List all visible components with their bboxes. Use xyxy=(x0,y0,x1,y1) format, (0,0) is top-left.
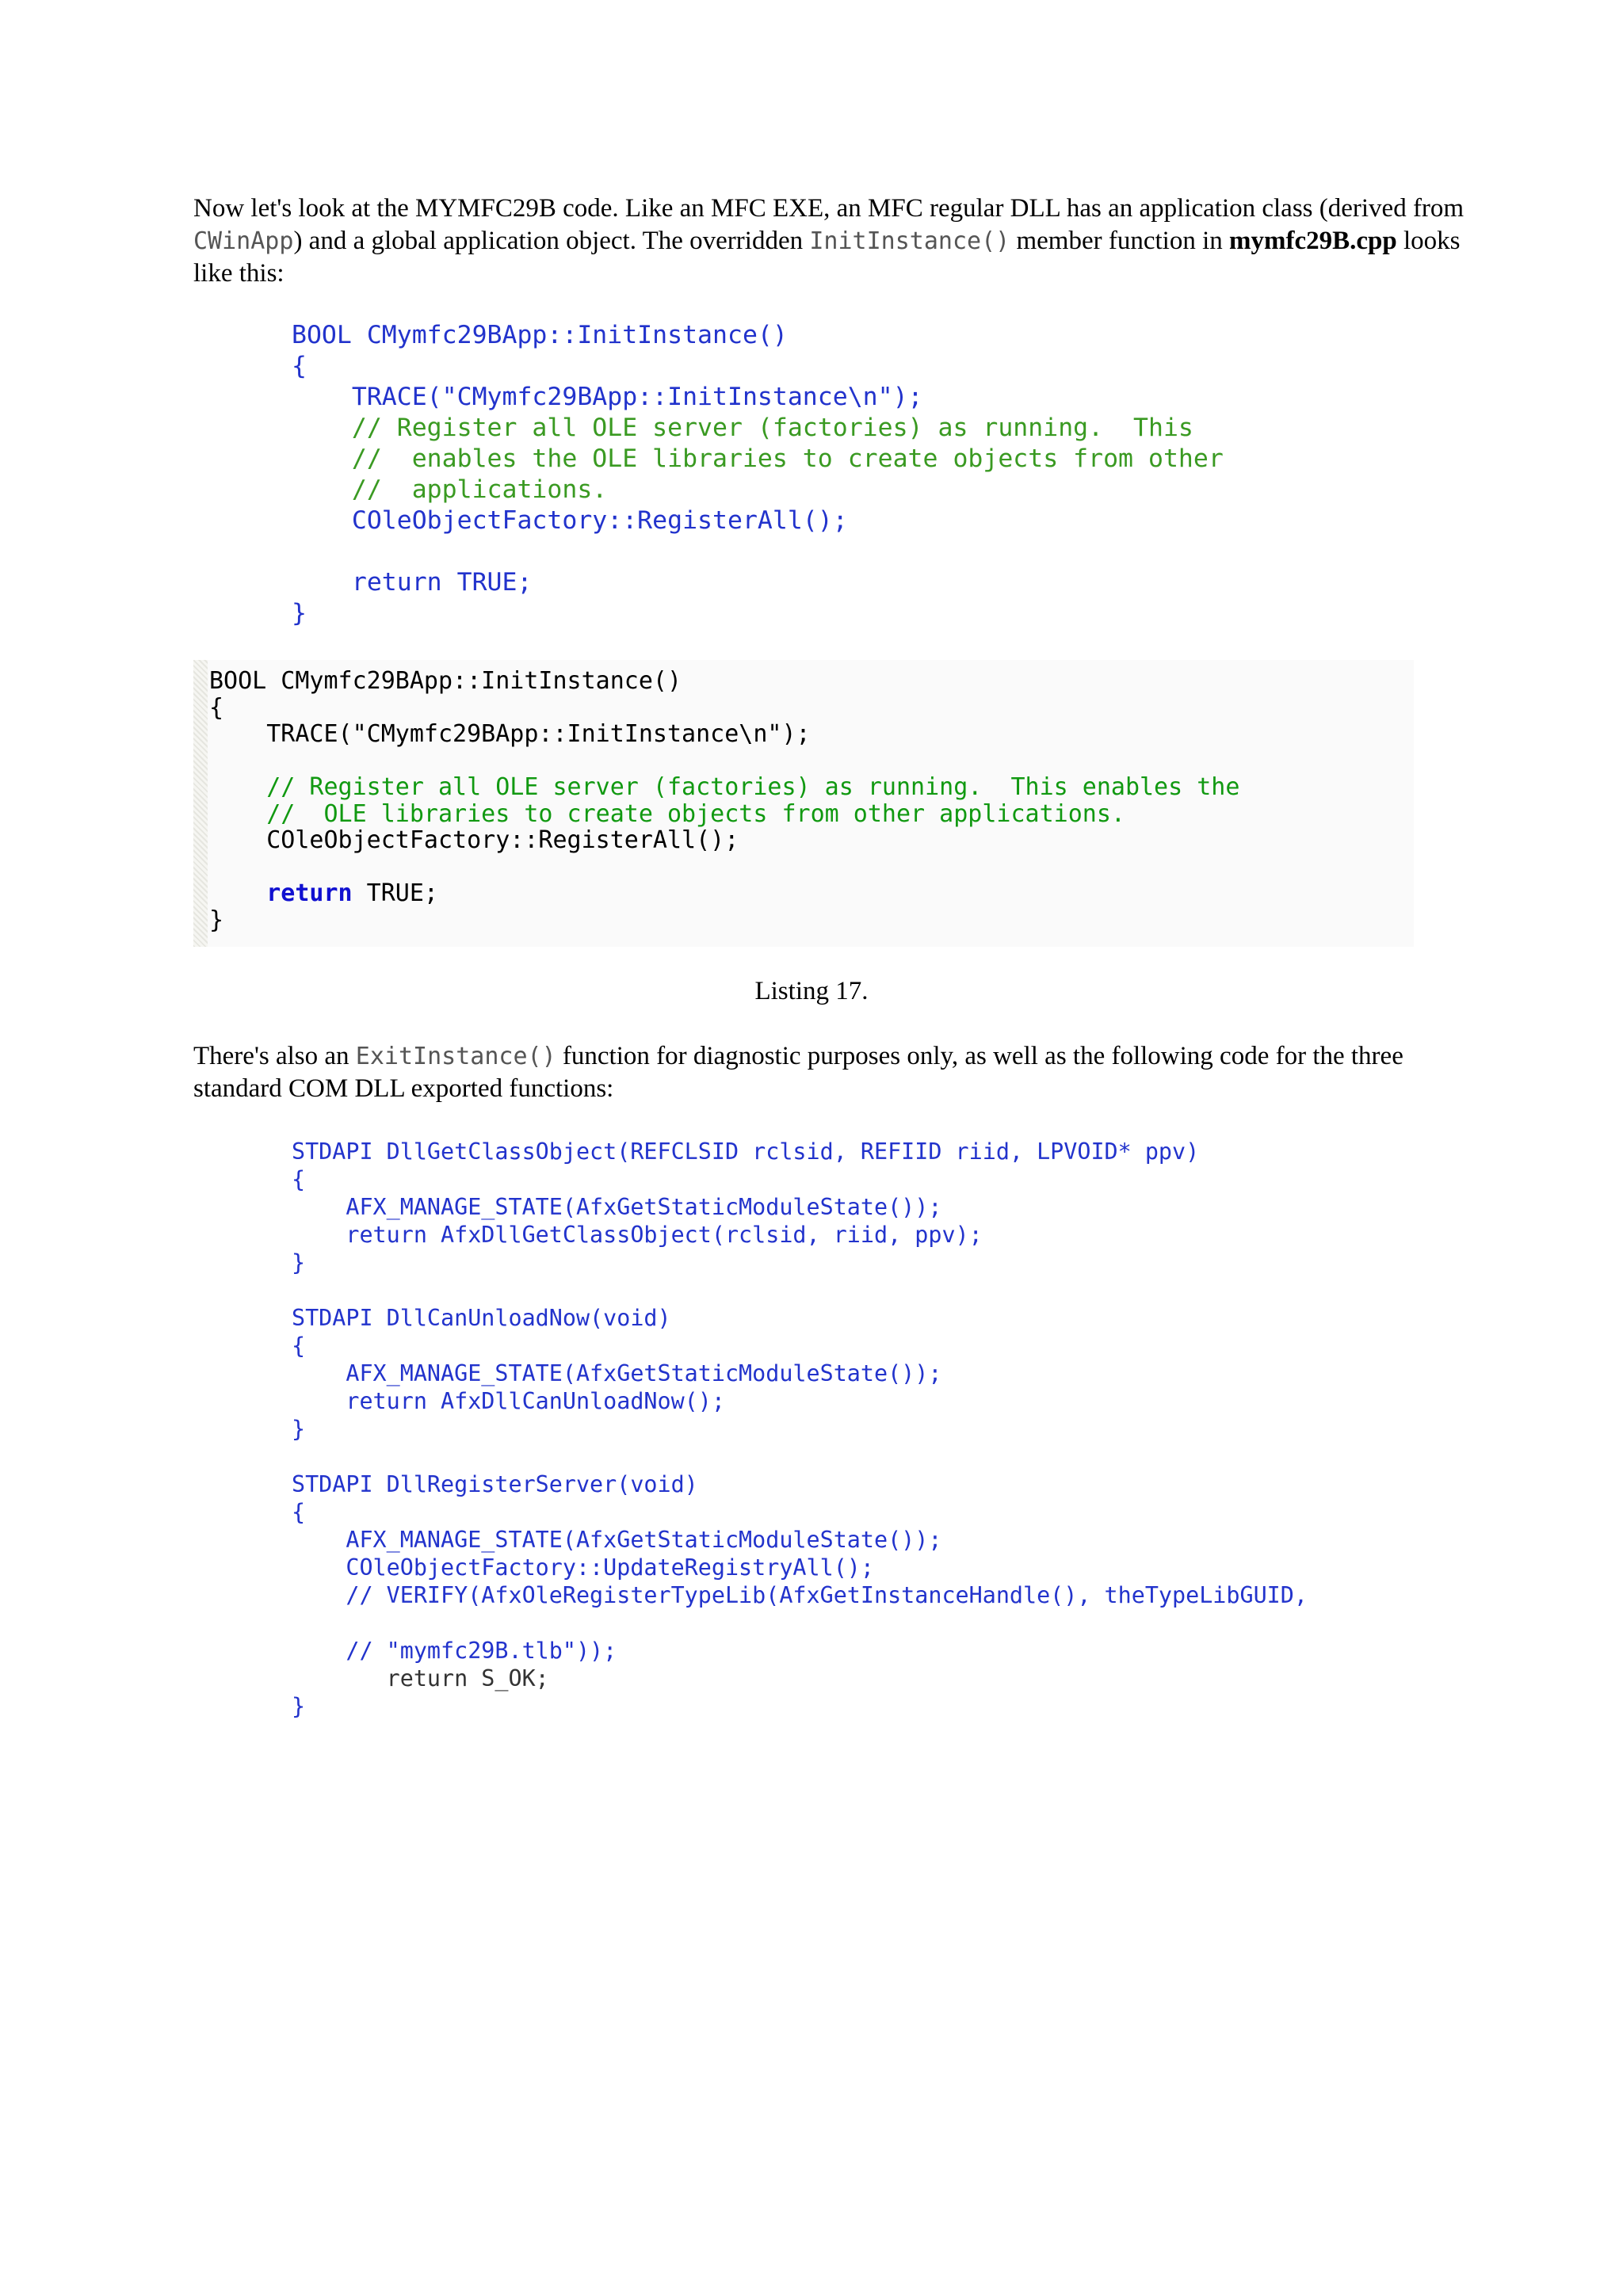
code-line: TRACE("CMymfc29BApp::InitInstance\n"); xyxy=(292,383,923,411)
intro-paragraph xyxy=(193,193,1477,290)
code-comment-line: // enables the OLE libraries to create objects from other xyxy=(292,444,1224,473)
para2-text-2: function for diagnostic purposes only, as well as the following code for the three standard COM DLL exported functions: xyxy=(193,1042,1403,1103)
code-line: COleObjectFactory::UpdateRegistryAll(); xyxy=(292,1554,874,1581)
para2-text-1: There's also an xyxy=(193,1042,356,1070)
code-line: AFX_MANAGE_STATE(AfxGetStaticModuleState()); xyxy=(292,1194,942,1220)
code-screenshot xyxy=(193,660,1414,947)
intro-code-cwinapp: CWinApp xyxy=(193,227,294,255)
code-line: { xyxy=(292,352,307,380)
screenshot-code xyxy=(209,668,1239,933)
intro-text-1: Now let's look at the MYMFC29B code. Like an MFC EXE, an MFC regular DLL has an application class (derived from xyxy=(193,194,1465,223)
screenshot-comment-line: // OLE libraries to create objects from other applications. xyxy=(209,799,1125,828)
code-line: STDAPI DllRegisterServer(void) xyxy=(292,1471,698,1497)
screenshot-keyword: return xyxy=(266,879,353,907)
editor-gutter xyxy=(193,660,208,947)
second-paragraph xyxy=(193,1040,1477,1105)
code-line: return AfxDllGetClassObject(rclsid, riid, ppv); xyxy=(292,1222,983,1248)
code-line: { xyxy=(292,1166,306,1192)
intro-filename: mymfc29B.cpp xyxy=(1229,227,1397,255)
intro-text-2: ) and a global application object. The overridden xyxy=(293,227,810,255)
screenshot-line: } xyxy=(209,906,224,934)
screenshot-indent xyxy=(209,879,266,907)
code-listing-initinstance xyxy=(292,320,1224,629)
screenshot-comment-line: // Register all OLE server (factories) as running. This enables the xyxy=(209,773,1240,801)
code-line: } xyxy=(292,1416,306,1442)
code-listing-exports xyxy=(292,1138,1308,1720)
code-line: } xyxy=(292,1693,306,1719)
screenshot-line: TRUE; xyxy=(352,879,438,907)
para2-code-exitinstance: ExitInstance() xyxy=(355,1043,556,1070)
code-comment-line: // applications. xyxy=(292,475,608,504)
code-line: // VERIFY(AfxOleRegisterTypeLib(AfxGetInstanceHandle(), theTypeLibGUID, xyxy=(292,1582,1308,1608)
screenshot-line: { xyxy=(209,693,224,722)
code-line: AFX_MANAGE_STATE(AfxGetStaticModuleState()); xyxy=(292,1360,942,1386)
screenshot-line: TRACE("CMymfc29BApp::InitInstance\n"); xyxy=(209,720,811,748)
intro-code-initinstance: InitInstance() xyxy=(809,227,1010,255)
code-line: COleObjectFactory::RegisterAll(); xyxy=(292,506,848,535)
code-comment-line: // Register all OLE server (factories) as running. This xyxy=(292,414,1193,442)
code-line: // "mymfc29B.tlb")); xyxy=(292,1638,617,1664)
intro-text-3: member function in xyxy=(1010,227,1229,255)
screenshot-line: BOOL CMymfc29BApp::InitInstance() xyxy=(209,667,682,695)
code-line: STDAPI DllGetClassObject(REFCLSID rclsid, REFIID riid, LPVOID* ppv) xyxy=(292,1138,1200,1165)
screenshot-line: COleObjectFactory::RegisterAll(); xyxy=(209,826,739,854)
intro-text-4: looks like this: xyxy=(193,227,1461,288)
code-line: return TRUE; xyxy=(292,568,533,597)
code-line: AFX_MANAGE_STATE(AfxGetStaticModuleState()); xyxy=(292,1527,942,1553)
code-line: { xyxy=(292,1499,306,1525)
listing-caption: Listing 17. xyxy=(754,977,869,1005)
code-line: BOOL CMymfc29BApp::InitInstance() xyxy=(292,321,788,349)
code-line: return AfxDllCanUnloadNow(); xyxy=(292,1388,725,1414)
code-line: STDAPI DllCanUnloadNow(void) xyxy=(292,1305,671,1331)
code-line: { xyxy=(292,1333,306,1359)
code-line: } xyxy=(292,1249,306,1276)
code-line: return S_OK; xyxy=(292,1665,549,1691)
code-line: } xyxy=(292,599,307,627)
